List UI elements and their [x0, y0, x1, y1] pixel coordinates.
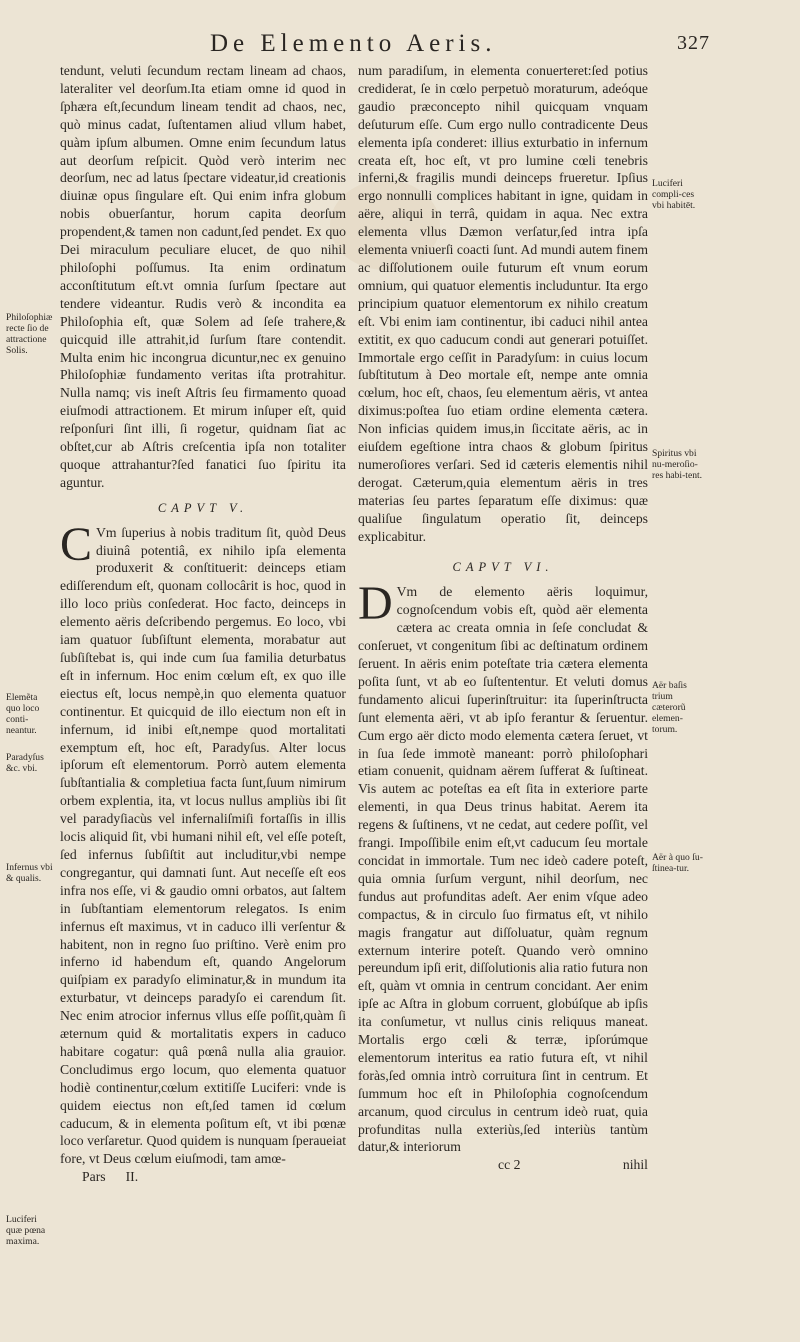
signature-mark: cc 2: [498, 1157, 521, 1173]
running-header: [150, 30, 710, 60]
margin-note: Aër à quo ſu-ſtinea-tur.: [652, 852, 703, 874]
margin-note: Philoſophiæ recte ſio de attractione Solis.: [6, 312, 53, 356]
paragraph: [60, 517, 346, 1169]
margin-note: Luciferi compli-ces vbi habitēt.: [652, 178, 696, 211]
drop-cap: D: [358, 577, 393, 631]
margin-note: Luciferi quæ pœna maxima.: [6, 1214, 46, 1247]
paragraph: num paradiſum, in elementa conuerteret:ſed potius crediderat, ſe in cœlo perpetuò moraturum, adeóque gaudio præconcepto nihil quicquam vnquam deſuturum eſſe. Cum ergo nullo contradicente Deus elementa ipſa conderet: illius exturbatio in infernum creata eſt, hoc eſt, vt pro lumine cœli tenebris inferni,& fragilis mundi deinceps frueretur. Ipſius ergo nonnulli complices habitant in igne, quidam in aëre, aliqui in terrâ, quidam in aqua. Nec extra elementa vllus Dæmon verſatur,ſed intra ipſa elementa vniuerſi coacti ſunt. Ad mundi autem finem ac diſſolutionem ouile futurum eſt vnum eorum omnium, qui quatuor elementis includuntur. Ita ergo principium quatuor elementorum ex nihilo creatum eſt. Vbi enim iam continentur, ibi caduci nihil antea extitit, ex quo caducum condi aut generari potuiſſet. Immortale ergo ceſſit in Paradyſum: in cuius locum ſubſtitutum à Deo mortale eſt, nempe ante omnia cœlum, hoc eſt, chaos, ſeu elementum aëris, vt antea diximus:poſtea ſuo etiam ordine elementa cætera. Non inficias quidem imus,in ſiccitate aëris, ac in eiuſdem egeſtione intra chaos & globum ſpiritus numeroſiores verſari. Sed id cæteris elementis nihil derogat. Cæterum,quia elementum aëris in tres materias ſeu partes ſeparatum eſſe diximus: quæ qualiſue ſingulatum operatio ſit, deinceps explicabitur.: [358, 63, 648, 544]
chapter-heading: CAPVT V.: [157, 500, 249, 515]
signature-line: [60, 1168, 346, 1186]
margin-note: Paradyſus &c. vbi.: [6, 752, 44, 774]
margin-note: Aër baſis trium cæterorũ elemen-torum.: [652, 680, 687, 735]
signature-line: [358, 1156, 648, 1174]
chapter-heading: CAPVT VI.: [452, 560, 554, 575]
paragraph: tendunt, veluti ſecundum rectam lineam ad chaos, lateraliter vel deorſum.Ita etiam omne id quod in ſphæra eſt,ſecundum lineam tendit ad chaos, nec, quò minus cadat, ſuſtentamen aliud vllum habet, quàm ipſum albumen. Omne enim ſecundum latus aut deorſum reſpicit. Quòd verò interim nec deorſum, nec ad latus ſpectare videatur,id creationis diuinæ opus ſingulare eſt. Qui enim infra globum nobis obuerſantur, horum capita deorſum propendent,& tamen non cadunt,ſed pendet. Ex quo Dei miraculum peculiare elucet, de quo nihil philoſophi poſſumus. Ita enim ordinatum acconſtitutum eſt.vt omnia ſurſum ſpectare aut tendere videantur. Rudis verò & incondita ea Philoſophia eſt, quæ Solem ad ſeſe trahere,& quicquid ille attrahit,id ſurſum ſtare contendit. Multa enim hic incongrua dicuntur,nec ex genuino Philoſophiæ fundamento veritas iſta protrahitur. Nulla namq; vis ineſt Aſtris ſeu firmamento quoad eiuſmodi attractionem. Et mirum inſuper eſt, quid reſponſuri ſint illi, ſi rogetur, quidnam ſiat ac obſtet,cur ab Aſtris creſcentia ipſa non totaliter quoque attrahantur?ſed fanatici ſuo ſpiritu ita aguntur.: [60, 63, 346, 490]
margin-note: Elemẽta quo loco conti-neantur.: [6, 692, 40, 736]
margin-note: Infernus vbi & qualis.: [6, 862, 53, 884]
paragraph: [358, 577, 648, 1156]
signature-mark: Pars: [82, 1169, 106, 1185]
running-title: De Elemento Aeris.: [210, 30, 497, 57]
drop-cap: C: [60, 517, 93, 571]
signature-mark: II.: [125, 1169, 139, 1185]
catchword: nihil: [622, 1157, 648, 1173]
page-number: 327: [677, 32, 710, 54]
paragraph-text: Vm de elemento aëris loquimur, cognoſcendum vobis eſt, quòd aër elementa cætera ac creata omnia in ſeſe concludat & conſeruet, vt congenitum ſibi ac deſtinatum ordinem ſeruent. In aëris enim poteſtate tria cætera elementa poſita ſunt, vt ab eo ſuſtententur. Et veluti domus fundamento alicui ſuperinſtruitur: ita ſuperinſtructa ſunt elementa aëri, vt ab ipſo ferantur & ſeruentur. Cum ergo aër dicto modo elementa cætera ſeruet, vt in ſua ſede immotè maneant: porrò philoſophari etiam conuenit, quidnam aërem ſufferat & ſuſtineat. Vis autem ac poteſtas ea eſt ſita in exteriore parte elementi, in qua Deus trinus habitat. Aerem ita regens & ſuſtinens, vt ne cedat, aut cedere poſſit, vel frangi. Impoſſibile enim eſt,vt caducum ſeu mortale concidat in immortale. Tum nec ideò cadere poteſt, quia omnia ſurſum vergunt, nihil deorſum, nec fundus aut profunditas adeſt. Aer enim vſque adeo compactus, & in circulo ſuo firmatus eſt, vt nihilo magis frangatur aut diſſoluatur, quàm regnum externum interire poteſt. Quando verò omnino pereundum ipſi erit, diſſolutionis alia ratio futura non eſt, quàm vt omnia in centrum concidant. Aer enim ipſe ac Aſtra in globum corruent, globúſque ab ipſis ita conſumetur, vt nullus cinis reliquus maneat. Mortalis ergo cœli & terræ, ipſorúmque elementorum interitus ea ratio futura eſt, vt nihil foràs,ſed omnia intrò corruitura ſint in centrum. Et ſummum hoc eſt in Philoſophia cognoſcendum arcanum, quod circulus in centrum ideò ruat, quia profunditas nulla exteriùs,ſed interiùs tantùm datur,& interiorum: [358, 584, 648, 1155]
paragraph-text: Vm ſuperius à nobis traditum ſit, quòd Deus diuinâ potentiâ, ex nihilo ipſa elementa produxerit & conſtituerit: deinceps etiam ediſſerendum eſt, quonam collocârit is hoc, quod in illo loco priùs conſederat. Hoc facto, deinceps in elemento aëris deſcribendo pergemus. Eo loco, vbi iam quatuor ſubſiſtunt elementa, morabatur aut ſubſiſtebat is, qui inde cum ſua familia deturbatus eſt in infernum. Hoc enim cœlum eſt, ex quo ille eiectus eſt, locus nempè,in quo elementa quatuor continentur. Et quicquid de illo eiectum non eſt in infernum, id inibi eſt,nempe quod mortalitati exemptum eſt, hoc eſt, Paradyſus. Alter locus ipſorum eſt elementorum. Porrò autem elementa ſubſtantialia & completiua facta ſunt,ſuum nimirum orbem explentia, ita, vt locus nullus ampliùs ibi ſit vel paradyſiacùs vel infernaliſmiſi fortaſſis in illis locis aliquid ſit, vbi humani nihil eſt, vel eſſe poteſt, ſed infernus ſubſiſtit aut includitur,vbi nempe congregantur, qui damnati ſunt. Aut neceſſe eſt eos infra nos eſſe, vi & gaudio omni orbatos, aut ſaltem in ſubſtantiam elementorum relegatos. Is enim infernus eſt maximus, vt in caduco illi verſentur & habitent, non in regno ſuo priſtino. Verè enim pro inferno id habendum eſt, quando Angelorum quiſpiam ex paradyſo eliminatur,& in mundum ita exturbatur, vt deinceps paradyſo ei carendum ſit. Nec enim atrocior infernus vllus eſſe poſſit,quàm ſi æternum quid & mortalitatis expers in caduco habitare cogatur: quâ pœnâ nulla alia grauior. Concludimus ergo locum, quo elementa quatuor hodiè continentur,cœlum extitiſſe Luciferi: vnde is quidem eiectus non eſt,ſed tamen id cœlum caducum, & in elementa poſitum eſt, vt ibi pœnæ loco verſaretur. Quod quidem is nunquam ſperaueiat fore, vt Deus cœlum eiuſmodi, tam amœ-: [60, 524, 346, 1167]
margin-note: Spiritus vbi nu-meroſio-res habi-tent.: [652, 448, 703, 481]
right-column: [358, 62, 648, 1174]
left-column: [60, 62, 346, 1186]
